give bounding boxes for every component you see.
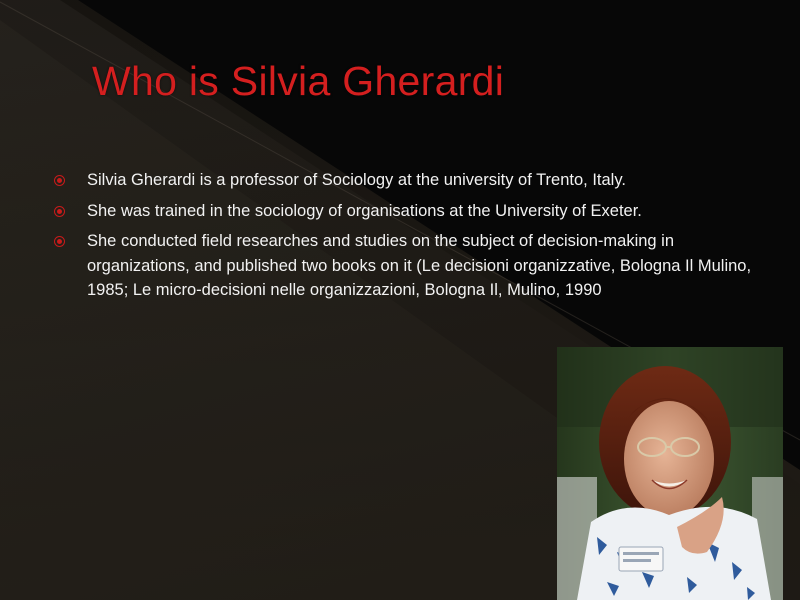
bullet-text: She conducted field researches and studies on the subject of decision-making in organizations, and published two books on it (Le decisioni organizzative, Bologna Il Mulino, 1985; Le micro-decisioni nelle organizzazioni, Bologna Il, Mulino, 1990 — [87, 232, 752, 299]
bullet-item — [54, 229, 754, 303]
bullet-item — [54, 168, 754, 193]
bullet-text: She was trained in the sociology of organisations at the University of Exeter. — [87, 201, 642, 220]
bullet-marker-icon — [54, 175, 65, 186]
bullet-item — [54, 199, 754, 224]
bullet-marker-icon — [54, 236, 65, 247]
bullet-list — [54, 168, 754, 309]
bullet-marker-icon — [54, 206, 65, 217]
slide-title: Who is Silvia Gherardi — [92, 58, 505, 104]
portrait-image — [557, 347, 783, 600]
bullet-text: Silvia Gherardi is a professor of Sociology at the university of Trento, Italy. — [87, 171, 626, 189]
portrait-photo — [557, 347, 783, 600]
